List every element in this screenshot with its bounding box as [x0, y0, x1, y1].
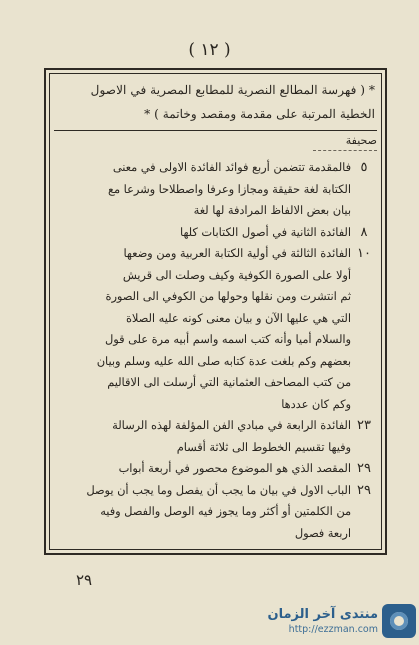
header-line: الخطية المرتبة على مقدمة ومقصد وخاتمة ) *: [144, 107, 375, 121]
entry-line: بيان بعض الالفاظ المرادفة لها لغة: [193, 204, 351, 217]
entry-line: وكم كان عددها: [281, 397, 351, 411]
entry-line: الفائدة الثانية في أصول الكتابات كلها: [180, 225, 351, 239]
entry-line: أولا على الصورة الكوفية وكيف وصلت الى قريش: [122, 268, 351, 282]
frame-content: [54, 76, 377, 547]
entry-line: الباب الاول في بيان ما يجب أن يفصل وما يجب أن يوصل: [86, 483, 351, 497]
entry-page-number: ٨: [360, 224, 368, 240]
index-entry: [54, 157, 377, 222]
entry-text: [54, 222, 351, 244]
entry-line: اربعة فصول: [294, 526, 351, 540]
entry-line: من كتب المصاحف العثمانية التي أرسلت الى الاقاليم: [107, 376, 351, 389]
entry-line: وفيها تقسيم الخطوط الى ثلاثة أقسام: [176, 440, 351, 454]
forum-logo-icon: [382, 604, 416, 638]
entry-page-number: ٢٣: [357, 418, 371, 433]
entry-text: [54, 157, 351, 222]
entry-line: والسلام أميا وأنه كتب اسمه واسم أبيه مرة على قول: [105, 333, 351, 346]
forum-watermark-banner[interactable]: [258, 600, 416, 642]
footer-page-number: ٢٩: [76, 571, 93, 589]
entry-text: [54, 243, 351, 415]
entry-line: من الكلمتين أو أكثر وما يجوز فيه الوصل والفصل وفيه: [100, 505, 351, 518]
entry-text: [54, 415, 351, 458]
page-column-label: صحيفة: [313, 134, 377, 151]
entry-line: الفائدة الرابعة في مبادي الفن المؤلفة لهذه الرسالة: [112, 419, 351, 432]
index-entry: [54, 415, 377, 458]
entry-text: [54, 480, 351, 545]
banner-url[interactable]: http://ezzman.com: [288, 623, 378, 635]
index-entry: [54, 480, 377, 545]
index-entry: [54, 458, 377, 480]
entry-text: [54, 458, 351, 480]
entry-page-number: ٢٩: [357, 482, 371, 498]
entry-line: بعضهم وكم بلغت عدة كتابه صلى الله عليه وسلم وبيان: [96, 354, 351, 368]
entry-line: فالمقدمة تتضمن أربع فوائد الفائدة الاولى في معنى: [112, 161, 351, 174]
index-entry: [54, 222, 377, 244]
entry-line: المقصد الذي هو الموضوع محصور في أربعة أبواب: [118, 462, 351, 475]
entry-line: التي هي عليها الآن و بيان معنى كونه عليه الصلاة: [126, 311, 351, 325]
entry-page-number: ٢٩: [357, 461, 371, 476]
entry-line: الكتابة لغة حقيقة ومجازا وعرفا واصطلاحا وشرعا مع: [108, 182, 351, 196]
entry-page-number: ٥: [360, 160, 368, 175]
ornamental-frame: [44, 68, 387, 555]
banner-text: [268, 607, 379, 636]
index-entry: [54, 243, 377, 415]
page-number: ( ١٢ ): [188, 40, 231, 60]
entry-line: ثم انتشرت ومن نقلها وحولها من الكوفي الى الصورة: [105, 290, 351, 303]
entry-page-number: ١٠: [357, 246, 371, 261]
header-line: * ( فهرسة المطالع النصرية للمطابع المصرية في الاصول: [90, 83, 375, 97]
banner-title: منتدى آخر الزمان: [267, 606, 378, 622]
index-header: [54, 76, 377, 131]
entry-line: الفائدة الثالثة في أولية الكتابة العربية ومن وضعها: [123, 247, 351, 260]
index-entries: [54, 157, 377, 544]
